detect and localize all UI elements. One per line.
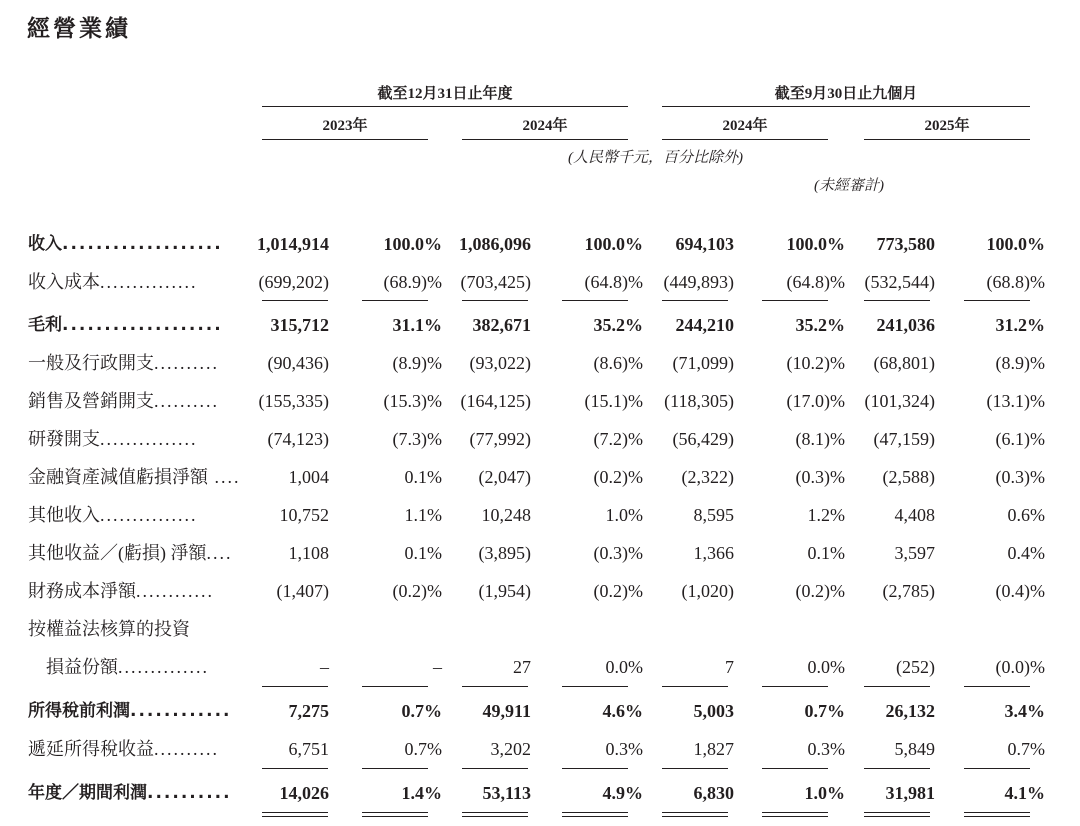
cell-2024-9m-amount: 1,827 xyxy=(693,739,734,759)
subtotal-rule xyxy=(964,300,1030,301)
total-double-rule xyxy=(662,812,728,817)
total-double-rule xyxy=(964,812,1030,817)
cell-2023-amount: – xyxy=(320,657,329,677)
table-row xyxy=(0,776,1080,810)
cell-2024-pct: (0.2)% xyxy=(593,467,643,487)
total-double-rule xyxy=(562,812,628,817)
cell-2025-9m-amount: 773,580 xyxy=(876,234,935,254)
cell-2024-amount: 10,248 xyxy=(481,505,531,525)
total-double-rule xyxy=(362,812,428,817)
table-row xyxy=(0,498,1080,532)
row-label xyxy=(28,460,241,494)
cell-2024-pct: (0.2)% xyxy=(593,581,643,601)
row-label xyxy=(28,694,232,728)
cell-2025-9m-pct: 0.7% xyxy=(1007,739,1045,759)
cell-2024-9m-amount: 8,595 xyxy=(693,505,734,525)
table-row xyxy=(0,694,1080,728)
cell-2023-amount: 1,014,914 xyxy=(257,234,329,254)
header-year-2024-full: 2024年 xyxy=(522,118,568,134)
subtotal-rule xyxy=(562,768,628,769)
subtotal-rule xyxy=(762,686,828,687)
cell-2025-9m-amount: (68,801) xyxy=(873,353,935,373)
cell-2023-amount: 6,751 xyxy=(288,739,329,759)
subtotal-rule xyxy=(762,768,828,769)
cell-2024-9m-amount: (71,099) xyxy=(672,353,734,373)
header-year-2025-9m: 2025年 xyxy=(924,118,970,134)
cell-2024-9m-pct: (17.0)% xyxy=(786,391,845,411)
cell-2023-amount: 7,275 xyxy=(288,701,329,721)
row-label-text: 損益份額 xyxy=(28,657,118,677)
cell-2024-9m-amount: (449,893) xyxy=(663,272,734,292)
cell-2024-9m-amount: (118,305) xyxy=(664,391,734,411)
cell-2025-9m-pct: 31.2% xyxy=(995,315,1045,335)
cell-2024-amount: 53,113 xyxy=(482,783,531,803)
leader-dots: ............ xyxy=(130,701,232,721)
leader-dots: ................... xyxy=(62,315,223,335)
cell-2024-pct: 0.0% xyxy=(605,657,643,677)
cell-2023-amount: (155,335) xyxy=(258,391,329,411)
row-label xyxy=(28,732,228,766)
cell-2023-pct: (8.9)% xyxy=(392,353,442,373)
cell-2023-pct: 1.4% xyxy=(401,783,442,803)
cell-2024-amount: 49,911 xyxy=(482,701,531,721)
leader-dots: .............. xyxy=(118,657,209,677)
unaudited-note: (未經審計) xyxy=(814,178,884,194)
cell-2023-pct: – xyxy=(433,657,442,677)
cell-2024-9m-pct: 0.3% xyxy=(807,739,845,759)
cell-2024-9m-pct: 0.1% xyxy=(807,543,845,563)
table-row xyxy=(0,612,1080,646)
cell-2023-pct: (15.3)% xyxy=(383,391,442,411)
cell-2024-9m-pct: 1.0% xyxy=(804,783,845,803)
table-row xyxy=(0,346,1080,380)
cell-2025-9m-amount: 5,849 xyxy=(894,739,935,759)
row-label xyxy=(28,498,228,532)
cell-2024-9m-amount: 244,210 xyxy=(675,315,734,335)
cell-2024-amount: (2,047) xyxy=(478,467,531,487)
subtotal-rule xyxy=(262,300,328,301)
total-double-rule xyxy=(262,812,328,817)
cell-2025-9m-pct: (0.4)% xyxy=(995,581,1045,601)
row-label-text: 收入 xyxy=(28,234,62,254)
row-label-text: 按權益法核算的投資 xyxy=(28,619,190,639)
unit-note: (人民幣千元，百分比除外) xyxy=(568,150,743,166)
cell-2025-9m-pct: 100.0% xyxy=(986,234,1045,254)
cell-2024-9m-amount: 1,366 xyxy=(693,543,734,563)
row-label-text: 財務成本淨額 xyxy=(28,581,136,601)
cell-2025-9m-pct: (0.3)% xyxy=(995,467,1045,487)
row-label-text: 其他收入 xyxy=(28,505,100,525)
row-label xyxy=(28,265,228,299)
table-row xyxy=(0,308,1080,342)
subtotal-rule xyxy=(864,300,930,301)
row-label xyxy=(28,308,228,342)
table-row xyxy=(0,460,1080,494)
cell-2024-9m-pct: 0.7% xyxy=(804,701,845,721)
row-label xyxy=(28,574,228,608)
cell-2024-pct: 100.0% xyxy=(584,234,643,254)
cell-2025-9m-amount: (2,588) xyxy=(882,467,935,487)
row-label xyxy=(28,227,228,261)
cell-2024-9m-pct: (8.1)% xyxy=(795,429,845,449)
cell-2025-9m-pct: (6.1)% xyxy=(995,429,1045,449)
cell-2023-pct: 31.1% xyxy=(392,315,442,335)
cell-2024-pct: 4.9% xyxy=(602,783,643,803)
cell-2023-amount: (74,123) xyxy=(267,429,329,449)
cell-2025-9m-amount: (252) xyxy=(896,657,935,677)
subtotal-rule xyxy=(262,686,328,687)
cell-2025-9m-pct: 0.6% xyxy=(1007,505,1045,525)
header-year-2025-9m-rule xyxy=(864,139,1030,140)
cell-2024-9m-amount: 694,103 xyxy=(675,234,734,254)
cell-2023-pct: 0.1% xyxy=(404,543,442,563)
subtotal-rule xyxy=(562,686,628,687)
cell-2023-amount: (90,436) xyxy=(267,353,329,373)
header-group-fiscal-year-rule xyxy=(262,106,628,107)
row-label-text: 一般及行政開支 xyxy=(28,353,154,373)
leader-dots: ............... xyxy=(100,272,198,292)
cell-2025-9m-amount: 26,132 xyxy=(885,701,935,721)
cell-2025-9m-pct: (0.0)% xyxy=(995,657,1045,677)
leader-dots: ................... xyxy=(62,234,223,254)
header-group-nine-months-rule xyxy=(662,106,1030,107)
cell-2024-9m-pct: (64.8)% xyxy=(786,272,845,292)
subtotal-rule xyxy=(864,686,930,687)
cell-2024-amount: 3,202 xyxy=(490,739,531,759)
cell-2024-9m-pct: 1.2% xyxy=(807,505,845,525)
cell-2023-amount: (699,202) xyxy=(258,272,329,292)
leader-dots: .......... xyxy=(154,739,219,759)
total-double-rule xyxy=(864,812,930,817)
leader-dots: .... xyxy=(206,543,233,563)
leader-dots: .......... xyxy=(154,391,219,411)
table-row xyxy=(0,265,1080,299)
cell-2023-amount: 1,004 xyxy=(288,467,329,487)
cell-2024-amount: (703,425) xyxy=(460,272,531,292)
subtotal-rule xyxy=(964,768,1030,769)
cell-2025-9m-amount: 241,036 xyxy=(876,315,935,335)
row-label-text: 遞延所得稅收益 xyxy=(28,739,154,759)
header-year-2024-9m: 2024年 xyxy=(722,118,768,134)
row-label-text: 其他收益／(虧損) 淨額 xyxy=(28,543,207,563)
cell-2024-9m-pct: 0.0% xyxy=(807,657,845,677)
subtotal-rule xyxy=(462,300,528,301)
cell-2024-pct: (7.2)% xyxy=(593,429,643,449)
table-row xyxy=(0,227,1080,261)
subtotal-rule xyxy=(362,686,428,687)
header-year-2024-9m-rule xyxy=(662,139,828,140)
cell-2025-9m-amount: 3,597 xyxy=(894,543,935,563)
cell-2024-pct: (0.3)% xyxy=(593,543,643,563)
cell-2025-9m-amount: (2,785) xyxy=(882,581,935,601)
cell-2024-amount: 382,671 xyxy=(472,315,531,335)
cell-2023-pct: (68.9)% xyxy=(383,272,442,292)
cell-2025-9m-amount: 31,981 xyxy=(885,783,935,803)
row-label xyxy=(28,422,228,456)
cell-2023-amount: 10,752 xyxy=(279,505,329,525)
cell-2025-9m-amount: (47,159) xyxy=(873,429,935,449)
cell-2024-amount: (1,954) xyxy=(478,581,531,601)
row-label-text: 銷售及營銷開支 xyxy=(28,391,154,411)
total-double-rule xyxy=(462,812,528,817)
row-label-text: 金融資產減值虧損淨額 xyxy=(28,467,208,487)
cell-2024-9m-amount: 5,003 xyxy=(693,701,734,721)
row-label xyxy=(28,346,228,380)
row-label xyxy=(28,384,228,418)
leader-dots: ............ xyxy=(136,581,214,601)
subtotal-rule xyxy=(964,686,1030,687)
subtotal-rule xyxy=(562,300,628,301)
cell-2024-9m-amount: 6,830 xyxy=(693,783,734,803)
cell-2025-9m-pct: (8.9)% xyxy=(995,353,1045,373)
subtotal-rule xyxy=(262,768,328,769)
subtotal-rule xyxy=(662,686,728,687)
cell-2024-amount: (93,022) xyxy=(469,353,531,373)
subtotal-rule xyxy=(362,300,428,301)
cell-2025-9m-amount: (101,324) xyxy=(864,391,935,411)
cell-2024-amount: (3,895) xyxy=(478,543,531,563)
cell-2024-9m-pct: 35.2% xyxy=(795,315,845,335)
cell-2025-9m-amount: 4,408 xyxy=(894,505,935,525)
row-label xyxy=(28,776,232,810)
table-row xyxy=(0,536,1080,570)
cell-2025-9m-pct: (13.1)% xyxy=(986,391,1045,411)
leader-dots: .......... xyxy=(147,783,232,803)
leader-dots: .......... xyxy=(154,353,219,373)
cell-2024-9m-pct: (0.2)% xyxy=(795,581,845,601)
cell-2024-pct: 4.6% xyxy=(602,701,643,721)
subtotal-rule xyxy=(864,768,930,769)
row-label xyxy=(28,536,233,570)
leader-dots: ............... xyxy=(100,505,198,525)
table-row xyxy=(0,650,1080,684)
header-year-2024-full-rule xyxy=(462,139,628,140)
header-group-nine-months: 截至9月30日止九個月 xyxy=(774,86,918,102)
cell-2024-amount: (77,992) xyxy=(469,429,531,449)
subtotal-rule xyxy=(662,768,728,769)
cell-2023-amount: 315,712 xyxy=(270,315,329,335)
cell-2023-pct: 0.7% xyxy=(404,739,442,759)
cell-2024-pct: 1.0% xyxy=(605,505,643,525)
cell-2023-pct: (7.3)% xyxy=(392,429,442,449)
cell-2024-9m-pct: (0.3)% xyxy=(795,467,845,487)
row-label-text: 年度／期間利潤 xyxy=(28,783,147,803)
subtotal-rule xyxy=(762,300,828,301)
subtotal-rule xyxy=(462,768,528,769)
total-double-rule xyxy=(762,812,828,817)
cell-2025-9m-pct: 0.4% xyxy=(1007,543,1045,563)
cell-2024-9m-amount: (1,020) xyxy=(681,581,734,601)
cell-2024-9m-pct: 100.0% xyxy=(786,234,845,254)
cell-2023-amount: (1,407) xyxy=(276,581,329,601)
row-label-text: 收入成本 xyxy=(28,272,100,292)
leader-dots: ............... xyxy=(100,429,198,449)
cell-2024-9m-pct: (10.2)% xyxy=(786,353,845,373)
cell-2023-amount: 1,108 xyxy=(288,543,329,563)
table-row xyxy=(0,422,1080,456)
row-label-text: 所得稅前利潤 xyxy=(28,701,130,721)
cell-2024-amount: 27 xyxy=(513,657,531,677)
cell-2024-pct: (8.6)% xyxy=(593,353,643,373)
subtotal-rule xyxy=(362,768,428,769)
header-year-2023: 2023年 xyxy=(322,118,368,134)
section-title: 經營業績 xyxy=(27,16,131,42)
cell-2024-pct: (64.8)% xyxy=(584,272,643,292)
cell-2024-9m-amount: (56,429) xyxy=(672,429,734,449)
cell-2023-pct: 0.7% xyxy=(401,701,442,721)
table-row xyxy=(0,574,1080,608)
table-row xyxy=(0,384,1080,418)
cell-2025-9m-amount: (532,544) xyxy=(864,272,935,292)
cell-2025-9m-pct: (68.8)% xyxy=(986,272,1045,292)
row-label xyxy=(28,650,228,684)
cell-2024-amount: (164,125) xyxy=(460,391,531,411)
header-group-fiscal-year: 截至12月31日止年度 xyxy=(377,86,513,102)
cell-2025-9m-pct: 3.4% xyxy=(1004,701,1045,721)
subtotal-rule xyxy=(662,300,728,301)
cell-2023-pct: 1.1% xyxy=(404,505,442,525)
subtotal-rule xyxy=(462,686,528,687)
cell-2023-pct: (0.2)% xyxy=(392,581,442,601)
cell-2023-amount: 14,026 xyxy=(279,783,329,803)
row-label-text: 研發開支 xyxy=(28,429,100,449)
leader-dots: .... xyxy=(208,467,241,487)
row-label xyxy=(28,612,228,646)
cell-2024-pct: (15.1)% xyxy=(584,391,643,411)
table-row xyxy=(0,732,1080,766)
cell-2023-pct: 0.1% xyxy=(404,467,442,487)
cell-2024-9m-amount: (2,322) xyxy=(681,467,734,487)
row-label-text: 毛利 xyxy=(28,315,62,335)
header-year-2023-rule xyxy=(262,139,428,140)
cell-2023-pct: 100.0% xyxy=(383,234,442,254)
cell-2025-9m-pct: 4.1% xyxy=(1004,783,1045,803)
cell-2024-pct: 35.2% xyxy=(593,315,643,335)
cell-2024-9m-amount: 7 xyxy=(725,657,734,677)
cell-2024-pct: 0.3% xyxy=(605,739,643,759)
cell-2024-amount: 1,086,096 xyxy=(459,234,531,254)
